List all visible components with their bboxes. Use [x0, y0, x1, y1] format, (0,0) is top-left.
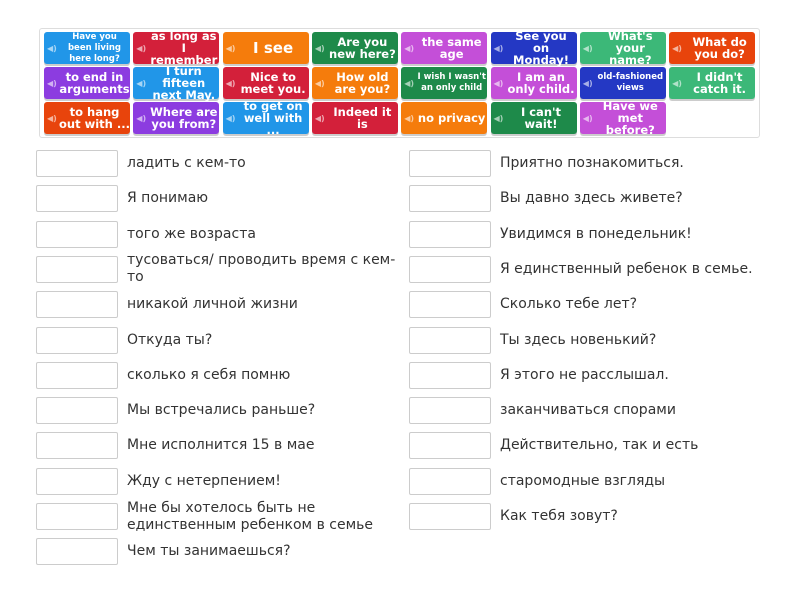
tile-text: What do you do?	[692, 35, 747, 61]
drop-box[interactable]	[36, 256, 118, 283]
answer-tile[interactable]	[44, 67, 130, 99]
speaker-icon[interactable]: ◀)	[225, 78, 236, 88]
answer-tile[interactable]	[312, 32, 398, 64]
drop-box[interactable]	[409, 291, 491, 318]
drop-box[interactable]	[409, 468, 491, 495]
match-label: Приятно познакомиться.	[500, 155, 684, 171]
match-row	[36, 252, 397, 286]
match-row	[36, 150, 397, 177]
speaker-icon[interactable]: ◀)	[314, 43, 325, 53]
drop-box[interactable]	[409, 432, 491, 459]
drop-box[interactable]	[409, 362, 491, 389]
speaker-icon[interactable]: ◀)	[225, 43, 236, 53]
drop-box[interactable]	[36, 432, 118, 459]
answer-tile[interactable]	[491, 67, 577, 99]
answer-tile[interactable]	[44, 102, 130, 134]
drop-box[interactable]	[36, 397, 118, 424]
tile-text: I am an only child.	[507, 70, 575, 96]
match-row	[36, 327, 397, 354]
match-label: Я единственный ребенок в семье.	[500, 260, 753, 277]
answer-tile[interactable]	[44, 32, 130, 64]
answer-tile[interactable]	[491, 102, 577, 134]
match-label: Сколько тебе лет?	[500, 296, 638, 313]
speaker-icon[interactable]: ◀)	[493, 113, 504, 123]
match-row	[36, 432, 397, 459]
match-row	[409, 291, 770, 318]
match-row	[409, 362, 770, 389]
answer-tile[interactable]	[133, 64, 219, 102]
answer-tray	[39, 28, 760, 138]
match-row	[36, 397, 397, 424]
tile-text: no privacy	[417, 111, 486, 125]
drop-box[interactable]	[409, 503, 491, 530]
match-label: старомодные взгляды	[500, 472, 666, 489]
answer-tile[interactable]	[401, 67, 487, 99]
speaker-icon[interactable]: ◀)	[314, 113, 325, 123]
match-label: Как тебя зовут?	[500, 508, 618, 524]
drop-box[interactable]	[36, 327, 118, 354]
speaker-icon[interactable]: ◀)	[404, 78, 414, 88]
match-label: Ты здесь новенький?	[500, 331, 657, 348]
match-label: Вы давно здесь живете?	[500, 190, 683, 207]
match-row	[36, 291, 397, 318]
match-row	[409, 221, 770, 248]
drop-box[interactable]	[36, 362, 118, 389]
speaker-icon[interactable]: ◀)	[493, 78, 504, 88]
drop-box[interactable]	[36, 468, 118, 495]
tile-text: to hang out with ...	[59, 105, 130, 131]
match-label: Мы встречались раньше?	[127, 402, 316, 419]
match-label: Мне бы хотелось быть не единственным ребенком в семье	[127, 499, 374, 533]
match-label: того же возраста	[127, 225, 256, 242]
tile-text: I can't wait!	[520, 105, 562, 131]
drop-box[interactable]	[409, 185, 491, 212]
match-row	[36, 468, 397, 495]
tile-text: See you on Monday!	[513, 29, 569, 67]
match-row	[36, 185, 397, 212]
speaker-icon[interactable]: ◀)	[672, 78, 682, 88]
tile-text: to end in arguments	[59, 70, 130, 96]
tile-text: I wish I wasn't an only child	[417, 72, 486, 93]
tile-text: as long as I remember	[150, 29, 218, 67]
tile-text: old-fashioned views	[597, 72, 664, 93]
tile-text: I turn fifteen next May.	[152, 64, 216, 102]
tile-text: Indeed it is	[333, 105, 392, 131]
match-label: сколько я себя помню	[127, 366, 291, 383]
drop-box[interactable]	[409, 327, 491, 354]
speaker-icon[interactable]: ◀)	[404, 113, 414, 123]
speaker-icon[interactable]: ◀)	[47, 113, 57, 123]
answer-tile[interactable]	[401, 102, 487, 134]
answer-tile[interactable]	[223, 99, 309, 137]
match-label: Чем ты занимаешься?	[127, 543, 291, 560]
match-row	[36, 362, 397, 389]
match-label: Мне исполнится 15 в мае	[127, 437, 315, 454]
match-row	[409, 327, 770, 354]
speaker-icon[interactable]: ◀)	[136, 113, 147, 123]
tile-text: Are you new here?	[329, 35, 396, 61]
speaker-icon[interactable]: ◀)	[47, 78, 57, 88]
match-label: Я этого не расслышал.	[500, 366, 669, 383]
answer-tile[interactable]	[223, 32, 309, 64]
answer-tile[interactable]	[133, 102, 219, 134]
speaker-icon[interactable]: ◀)	[404, 43, 414, 53]
tile-text: to get on well with ...	[243, 99, 303, 137]
match-label: Действительно, так и есть	[500, 437, 699, 454]
answer-tile[interactable]	[312, 67, 398, 99]
answer-tile[interactable]	[669, 67, 755, 99]
match-label: Я понимаю	[127, 190, 209, 207]
match-label: заканчиваться спорами	[500, 402, 676, 419]
tile-text: I didn't catch it.	[693, 70, 747, 96]
match-row	[409, 256, 770, 283]
match-row	[36, 499, 397, 533]
match-label: тусоваться/ проводить время с кем-то	[127, 252, 396, 286]
tile-text: the same age	[421, 35, 482, 61]
tile-text: Have we met before?	[602, 99, 658, 137]
speaker-icon[interactable]: ◀)	[314, 78, 325, 88]
drop-box[interactable]	[36, 221, 118, 248]
speaker-icon[interactable]: ◀)	[582, 43, 593, 53]
match-label: Увидимся в понедельник!	[500, 225, 692, 242]
match-row	[409, 503, 770, 530]
match-row	[36, 221, 397, 248]
answer-tile[interactable]	[491, 29, 577, 67]
tile-text: What's your name?	[608, 29, 653, 67]
drop-box[interactable]	[409, 397, 491, 424]
answer-tile[interactable]	[580, 67, 666, 99]
drop-box[interactable]	[36, 538, 118, 565]
speaker-icon[interactable]: ◀)	[582, 113, 593, 123]
speaker-icon[interactable]: ◀)	[672, 43, 682, 53]
drop-box[interactable]	[36, 503, 118, 530]
speaker-icon[interactable]: ◀)	[493, 43, 504, 53]
match-label: Откуда ты?	[127, 331, 213, 348]
answer-tile[interactable]	[223, 67, 309, 99]
match-row	[409, 468, 770, 495]
speaker-icon[interactable]: ◀)	[582, 78, 593, 88]
drop-box[interactable]	[409, 150, 491, 177]
tile-text: How old are you?	[334, 70, 391, 96]
tile-text: Have you been living here long?	[67, 31, 122, 64]
match-row	[409, 397, 770, 424]
drop-box[interactable]	[409, 256, 491, 283]
match-row	[409, 432, 770, 459]
match-row	[409, 150, 770, 177]
drop-box[interactable]	[36, 291, 118, 318]
drop-box[interactable]	[36, 185, 118, 212]
speaker-icon[interactable]: ◀)	[47, 43, 57, 53]
tile-text: I see	[253, 39, 294, 57]
drop-box[interactable]	[409, 221, 491, 248]
match-label: Жду с нетерпением!	[127, 472, 281, 489]
match-label: ладить с кем-то	[127, 155, 246, 171]
tile-text: Where are you from?	[150, 105, 218, 131]
answer-tile[interactable]	[133, 29, 219, 67]
speaker-icon[interactable]: ◀)	[225, 113, 236, 123]
answer-tile[interactable]	[312, 102, 398, 134]
drop-box[interactable]	[36, 150, 118, 177]
answer-tile[interactable]	[401, 32, 487, 64]
match-label: никакой личной жизни	[127, 296, 298, 313]
speaker-icon[interactable]: ◀)	[136, 43, 147, 53]
answer-tile[interactable]	[669, 32, 755, 64]
answer-tile[interactable]	[580, 99, 666, 137]
match-row	[409, 185, 770, 212]
tile-text: Nice to meet you.	[240, 70, 306, 96]
answer-tile[interactable]	[580, 29, 666, 67]
match-row	[36, 538, 397, 565]
speaker-icon[interactable]: ◀)	[136, 78, 147, 88]
